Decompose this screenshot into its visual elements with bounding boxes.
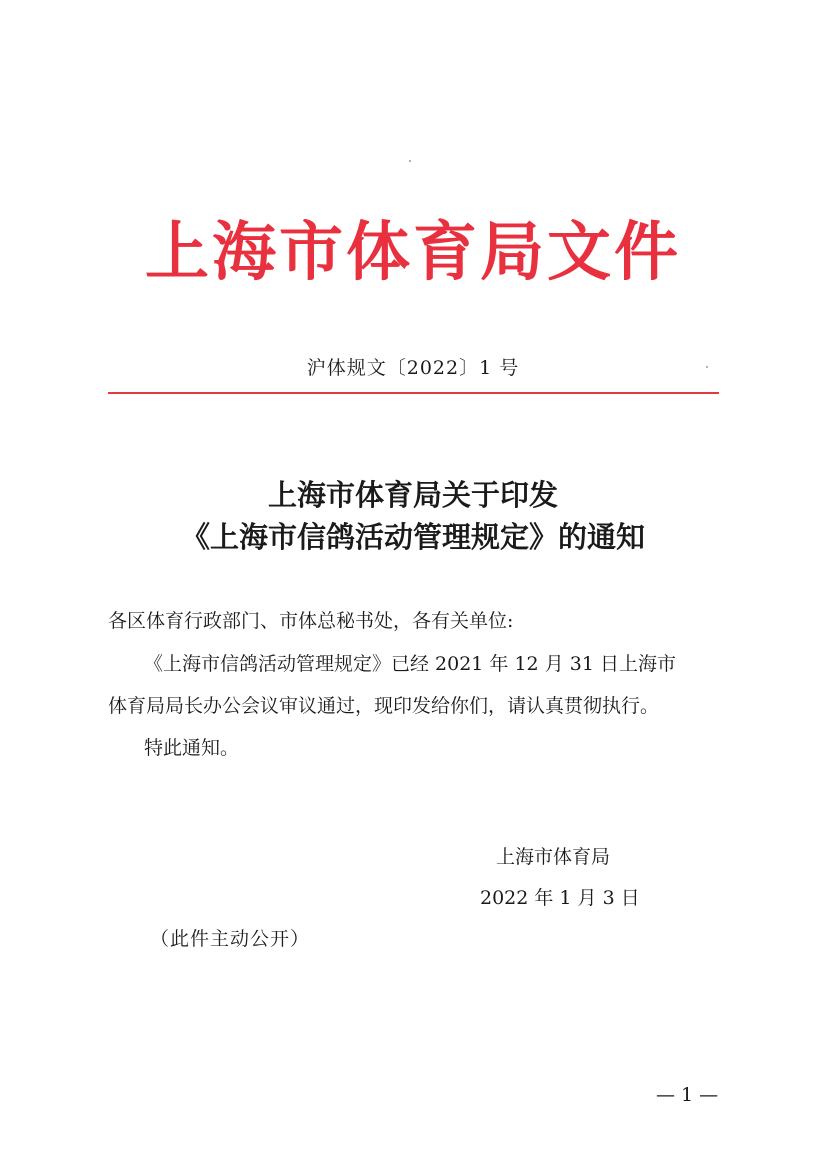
notice-title-line-1: 上海市体育局关于印发 [267,478,558,512]
signing-date: 2022 年 1 月 3 日 [480,887,640,909]
signing-organization: 上海市体育局 [496,846,611,868]
salutation: 各区体育行政部门、市体总秘书处，各有关单位: [108,610,514,632]
page-number: — 1 — [656,1084,719,1106]
masthead-title: 上海市体育局文件 [145,215,681,290]
notice-title-line-2: 《上海市信鸽活动管理规定》的通知 [180,520,645,554]
disclosure-note: （此件主动公开） [150,928,311,950]
document-number: 沪体规文〔2022〕1 号 [306,357,520,379]
body-paragraph-line-1: 《上海市信鸽活动管理规定》已经 2021 年 12 月 31 日上海市 [144,653,676,675]
notice-title [108,474,718,558]
scan-speck [706,366,708,368]
red-separator-line [108,392,719,394]
body-paragraph-line-2: 体育局局长办公会议审议通过，现印发给你们，请认真贯彻执行。 [108,695,660,717]
closing-phrase: 特此通知。 [144,737,240,759]
scan-speck [409,160,411,162]
